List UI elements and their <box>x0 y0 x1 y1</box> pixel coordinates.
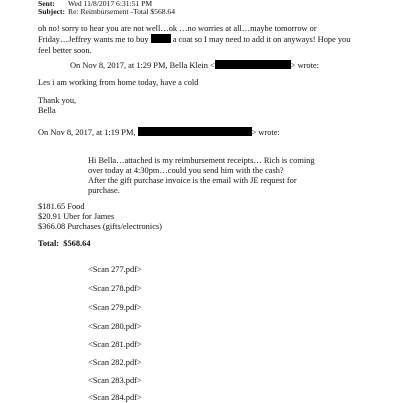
reply-line-3: feel better soon. <box>38 46 92 55</box>
redaction-box <box>138 127 252 136</box>
redaction-box <box>215 60 291 69</box>
quote2-intro-b: > wrote: <box>251 128 280 137</box>
expense-line: $366.08 Purchases (gifts/electronics) <box>38 222 162 231</box>
reply-line-1: oh no! sorry to hear you are not well…ok …no worries at all…maybe tomorrow or <box>38 24 317 33</box>
quote2-intro <box>38 127 280 138</box>
quote1-signoff-2: Bella <box>38 106 56 115</box>
attachment-link[interactable]: <Scan 280.pdf> <box>88 322 142 331</box>
sent-value: Wed 11/8/2017 6:31:51 PM <box>68 0 153 8</box>
quote1-signoff-1: Thank you, <box>38 96 77 105</box>
total-line <box>38 238 91 249</box>
quote2-body-1: Hi Bella…attached is my reimbursement receipts… Rich is coming <box>88 156 315 165</box>
total-value: $568.64 <box>63 239 91 248</box>
reply-line-2b: a coat so I may need to add it on anyways! Hope you <box>172 35 351 44</box>
redaction-box <box>151 34 171 43</box>
attachment-link[interactable]: <Scan 283.pdf> <box>88 376 142 385</box>
subject-label: Subject: <box>38 7 65 16</box>
total-label: Total: <box>38 239 60 248</box>
quote2-body-3: After the gift purchase invoice is the email with JE request for <box>88 176 297 185</box>
attachment-link[interactable]: <Scan 281.pdf> <box>88 340 142 349</box>
subject-value: Re: Reimbursement -Total $568.64 <box>68 7 176 16</box>
quote2-body-2: over today at 4:30pm…could you send him with the cash? <box>88 166 284 175</box>
attachment-link[interactable]: <Scan 284.pdf> <box>88 393 142 402</box>
reply-line-2a: Friday…Jeffrey wants me to buy <box>38 35 149 44</box>
attachment-link[interactable]: <Scan 277.pdf> <box>88 265 142 274</box>
expense-line: $181.65 Food <box>38 202 85 211</box>
reply-line-2 <box>38 34 350 45</box>
quote2-body-4: purchase. <box>88 186 120 195</box>
attachment-link[interactable]: <Scan 279.pdf> <box>88 303 142 312</box>
sent-label: Sent: <box>38 0 55 8</box>
quote1-intro-a: On Nov 8, 2017, at 1:29 PM, Bella Klein < <box>70 61 215 70</box>
quote1-intro <box>70 60 319 71</box>
quote2-intro-a: On Nov 8, 2017, at 1:19 PM, <box>38 128 136 137</box>
attachment-link[interactable]: <Scan 278.pdf> <box>88 284 142 293</box>
quote1-intro-b: > wrote: <box>290 61 319 70</box>
expense-line: $20.91 Uber for James <box>38 212 115 221</box>
subject-row <box>38 7 175 16</box>
quote1-body: Les i am working from home today, have a cold <box>38 78 199 87</box>
attachment-link[interactable]: <Scan 282.pdf> <box>88 358 142 367</box>
